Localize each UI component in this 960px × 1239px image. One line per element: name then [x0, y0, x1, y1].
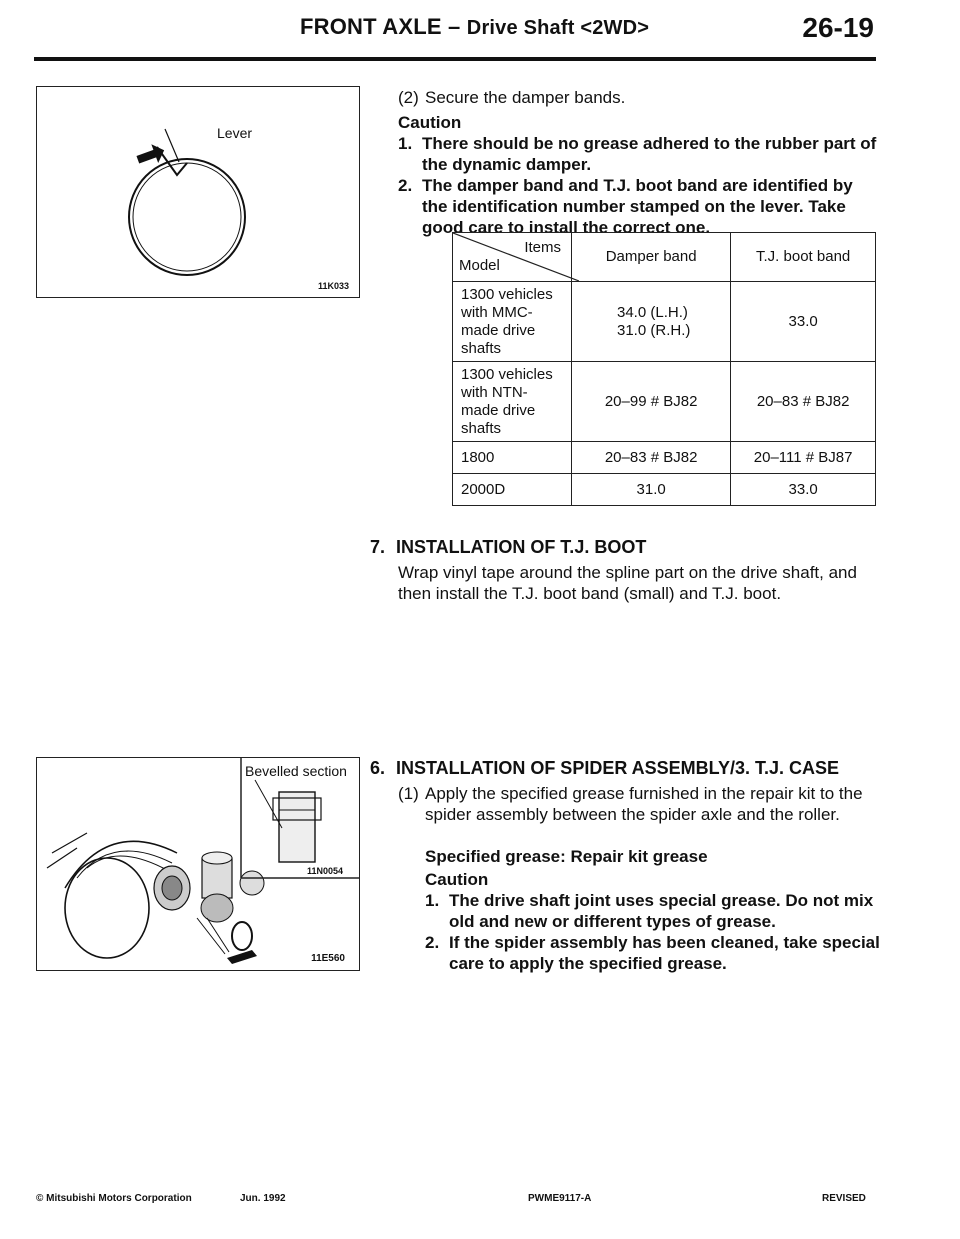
- footer-code: PWME9117-A: [528, 1193, 592, 1204]
- footer-copyright: © Mitsubishi Motors Corporation: [36, 1193, 192, 1204]
- table-row: [453, 442, 876, 474]
- page-title: [300, 14, 649, 40]
- lever-label: Lever: [217, 125, 253, 141]
- step-2-number: (2): [398, 88, 419, 107]
- caution-item: 1. The drive shaft joint uses special grease. Do not mix old and new or different types of grease.: [425, 891, 874, 931]
- boot-cell: 20–111 # BJ87: [731, 442, 876, 474]
- damper-cell: 20–83 # BJ82: [572, 442, 731, 474]
- table-corner-cell: [453, 233, 572, 282]
- bevelled-section-label: Bevelled section: [245, 763, 347, 779]
- damper-cell: 34.0 (L.H.) 31.0 (R.H.): [572, 282, 731, 362]
- caution-item: 1. There should be no grease adhered to the rubber part of the dynamic damper.: [398, 134, 877, 174]
- section-7-heading: 7. INSTALLATION OF T.J. BOOT: [370, 537, 647, 557]
- section-6-step-text: Apply the specified grease furnished in the repair kit to the spider assembly between the spider axle and the roller.: [425, 784, 863, 824]
- damper-band-table: [452, 232, 876, 506]
- footer-status: REVISED: [822, 1193, 866, 1204]
- table-row: [453, 282, 876, 362]
- corner-items: Items: [524, 239, 561, 256]
- specified-grease: Specified grease: Repair kit grease: [425, 847, 708, 866]
- inset-code: 11N0054: [307, 866, 344, 876]
- boot-cell: 33.0: [731, 282, 876, 362]
- column-header: T.J. boot band: [731, 233, 876, 282]
- footer-date: Jun. 1992: [240, 1193, 286, 1204]
- section-6-heading: 6. INSTALLATION OF SPIDER ASSEMBLY/3. T.J. CASE: [370, 758, 840, 778]
- damper-cell: 20–99 # BJ82: [572, 362, 731, 442]
- table-row: [453, 474, 876, 506]
- boot-cell: 20–83 # BJ82: [731, 362, 876, 442]
- title-main: FRONT AXLE –: [300, 14, 461, 39]
- table-header-row: [453, 233, 876, 282]
- column-header: Damper band: [572, 233, 731, 282]
- figure-code: 11K033: [317, 281, 349, 291]
- caution-item: 2. The damper band and T.J. boot band are identified by the identification number stamped on the lever. Take good care to install the correct one.: [398, 176, 853, 237]
- damper-band-illustration: [37, 87, 359, 297]
- model-cell: 1300 vehicles with NTN-made drive shafts: [453, 362, 572, 442]
- page-number: 26-19: [802, 12, 874, 43]
- figure-spider-assembly: [36, 757, 360, 971]
- caution-item: 2. If the spider assembly has been cleaned, take special care to apply the specified grease.: [425, 933, 880, 973]
- boot-cell: 33.0: [731, 474, 876, 506]
- model-cell: 1300 vehicles with MMC-made drive shafts: [453, 282, 572, 362]
- model-cell: 2000D: [453, 474, 572, 506]
- table-row: [453, 362, 876, 442]
- spider-assembly-illustration: [37, 758, 359, 970]
- corner-model: Model: [459, 257, 500, 274]
- header-rule: [34, 57, 876, 61]
- section-7-text: Wrap vinyl tape around the spline part on the drive shaft, and then install the T.J. boot band (small) and T.J. boot.: [398, 563, 857, 603]
- title-sub: Drive Shaft <2WD>: [466, 17, 650, 39]
- model-cell: 1800: [453, 442, 572, 474]
- damper-cell: 31.0: [572, 474, 731, 506]
- figure-code: 11E560: [311, 953, 345, 964]
- step-2-text: Secure the damper bands.: [425, 88, 626, 107]
- caution-title: Caution: [425, 870, 489, 889]
- section-6-step-number: (1): [398, 784, 419, 803]
- figure-damper-band: [36, 86, 360, 298]
- caution-title: Caution: [398, 113, 462, 132]
